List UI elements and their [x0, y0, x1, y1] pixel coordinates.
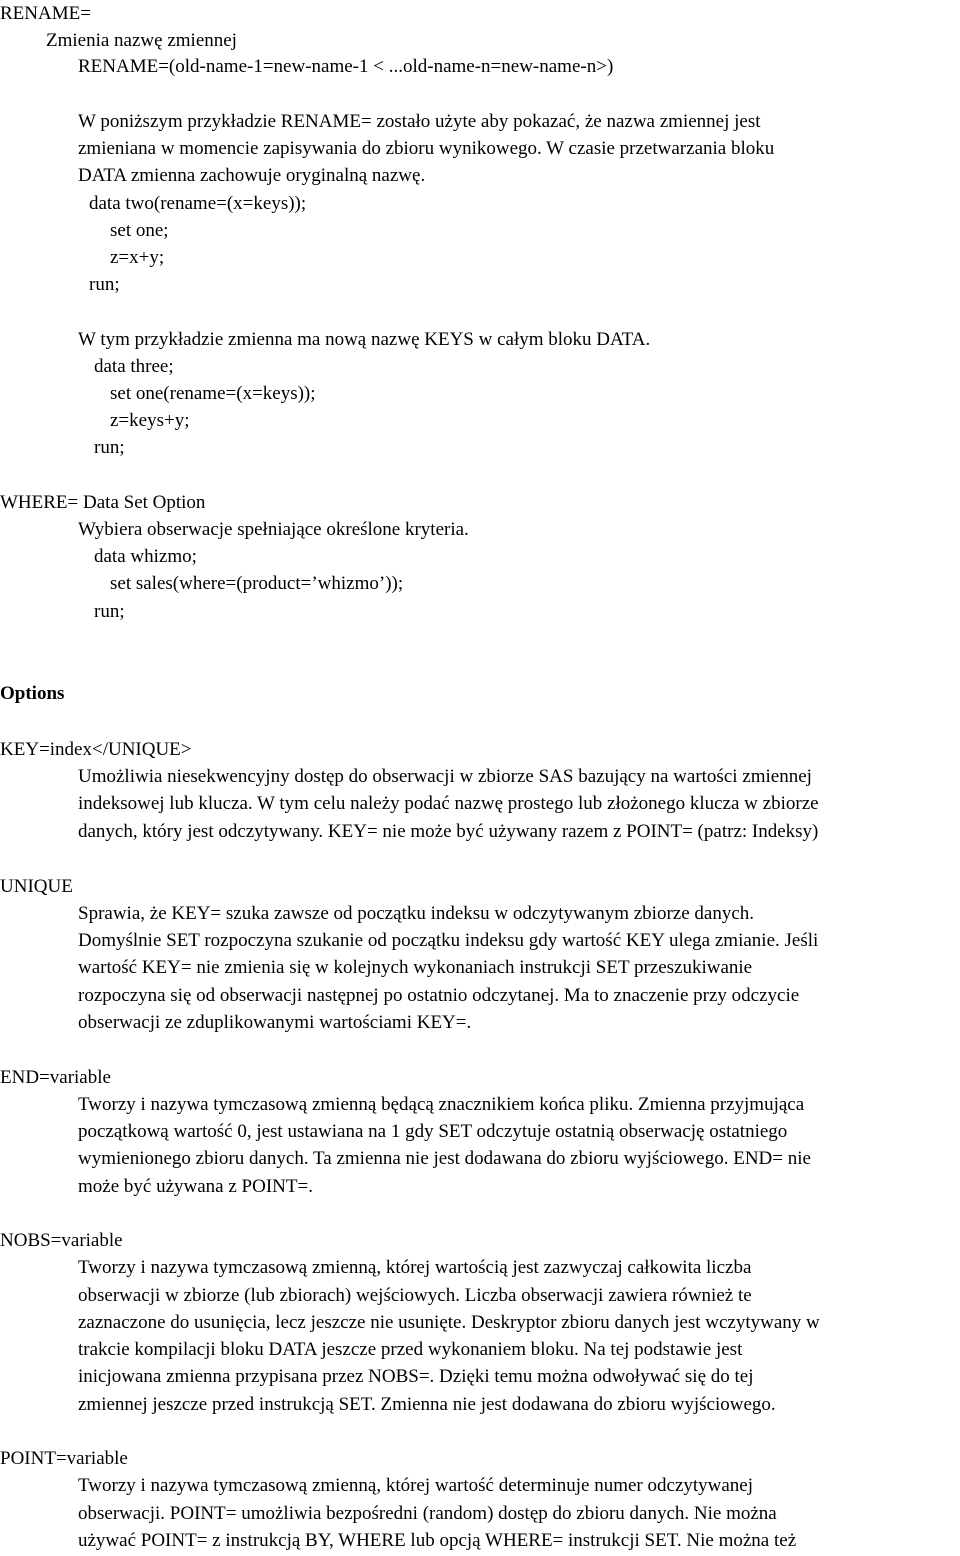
option-desc-line: obserwacji ze zduplikowanymi wartościami KEY=. — [78, 1012, 472, 1033]
option-term-end: END=variable — [0, 1067, 111, 1088]
option-desc-line: Umożliwia niesekwencyjny dostęp do obserwacji w zbiorze SAS bazujący na wartości zmiennej — [78, 766, 812, 787]
option-desc-line: zaznaczone do usunięcia, lecz jeszcze nie usunięte. Deskryptor zbioru danych jest wczytywany w — [78, 1312, 820, 1333]
rename-heading: RENAME= — [0, 3, 91, 24]
option-desc-line: Tworzy i nazywa tymczasową zmienną, której wartość determinuje numer odczytywanej — [78, 1475, 754, 1496]
option-desc-line: Tworzy i nazywa tymczasową zmienną będącą znacznikiem końca pliku. Zmienna przyjmująca — [78, 1094, 805, 1115]
option-desc-line: indeksowej lub klucza. W tym celu należy podać nazwę prostego lub złożonego klucza w zbiorze — [78, 793, 819, 814]
option-term-key: KEY=index</UNIQUE> — [0, 739, 192, 760]
code-line: set one; — [110, 220, 169, 241]
rename-syntax: RENAME=(old-name-1=new-name-1 < ...old-name-n=new-name-n>) — [78, 56, 614, 77]
rename-description: Zmienia nazwę zmiennej — [46, 30, 237, 51]
option-desc-line: rozpoczyna się od obserwacji następnej po ostatnio odczytanej. Ma to znaczenie przy odczycie — [78, 985, 800, 1006]
code-line: run; — [94, 437, 125, 458]
option-desc-line: trakcie kompilacji bloku DATA jeszcze przed wykonaniem bloku. Na tej podstawie jest — [78, 1339, 743, 1360]
option-desc-line: wartość KEY= nie zmienia się w kolejnych wykonaniach instrukcji SET przeszukiwanie — [78, 957, 753, 978]
code-line: z=x+y; — [110, 247, 165, 268]
where-heading: WHERE= Data Set Option — [0, 492, 206, 513]
option-term-nobs: NOBS=variable — [0, 1230, 123, 1251]
code-line: set sales(where=(product=’whizmo’)); — [110, 573, 404, 594]
option-desc-line: obserwacji. POINT= umożliwia bezpośredni (random) dostęp do zbioru danych. Nie można — [78, 1503, 777, 1524]
option-desc-line: zmiennej jeszcze przed instrukcją SET. Zmienna nie jest dodawana do zbioru wyjściowego. — [78, 1394, 776, 1415]
code-line: run; — [89, 274, 120, 295]
rename-paragraph-line: zmieniana w momencie zapisywania do zbioru wynikowego. W czasie przetwarzania bloku — [78, 138, 775, 159]
option-desc-line: inicjowana zmienna przypisana przez NOBS=. Dzięki temu można odwoływać się do tej — [78, 1366, 754, 1387]
where-description: Wybiera obserwacje spełniające określone kryteria. — [78, 519, 469, 540]
option-desc-line: danych, który jest odczytywany. KEY= nie może być używany razem z POINT= (patrz: Indeksy) — [78, 821, 819, 842]
rename-paragraph-line: W poniższym przykładzie RENAME= zostało użyte aby pokazać, że nazwa zmiennej jest — [78, 111, 761, 132]
rename-paragraph2: W tym przykładzie zmienna ma nową nazwę KEYS w całym bloku DATA. — [78, 329, 651, 350]
options-heading: Options — [0, 683, 65, 704]
code-line: set one(rename=(x=keys)); — [110, 383, 316, 404]
option-desc-line: wymienionego zbioru danych. Ta zmienna nie jest dodawana do zbioru wyjściowego. END= nie — [78, 1148, 811, 1169]
option-desc-line: obserwacji w zbiorze (lub zbiorach) wejściowych. Liczba obserwacji zawiera również te — [78, 1285, 752, 1306]
option-desc-line: początkową wartość 0, jest ustawiana na 1 gdy SET odczytuje ostatnią obserwację ostatniego — [78, 1121, 788, 1142]
code-line: data two(rename=(x=keys)); — [89, 193, 307, 214]
rename-paragraph-line: DATA zmienna zachowuje oryginalną nazwę. — [78, 165, 426, 186]
option-term-unique: UNIQUE — [0, 876, 73, 897]
option-desc-line: używać POINT= z instrukcją BY, WHERE lub opcją WHERE= instrukcji SET. Nie można też — [78, 1530, 797, 1551]
code-line: data whizmo; — [94, 546, 197, 567]
option-term-point: POINT=variable — [0, 1448, 128, 1469]
option-desc-line: Domyślnie SET rozpoczyna szukanie od początku indeksu gdy wartość KEY ulega zmianie. Jeśli — [78, 930, 819, 951]
code-line: z=keys+y; — [110, 410, 190, 431]
code-line: data three; — [94, 356, 174, 377]
option-desc-line: Sprawia, że KEY= szuka zawsze od początku indeksu w odczytywanym zbiorze danych. — [78, 903, 755, 924]
option-desc-line: może być używana z POINT=. — [78, 1176, 313, 1197]
code-line: run; — [94, 601, 125, 622]
option-desc-line: Tworzy i nazywa tymczasową zmienną, której wartością jest zazwyczaj całkowita liczba — [78, 1257, 752, 1278]
